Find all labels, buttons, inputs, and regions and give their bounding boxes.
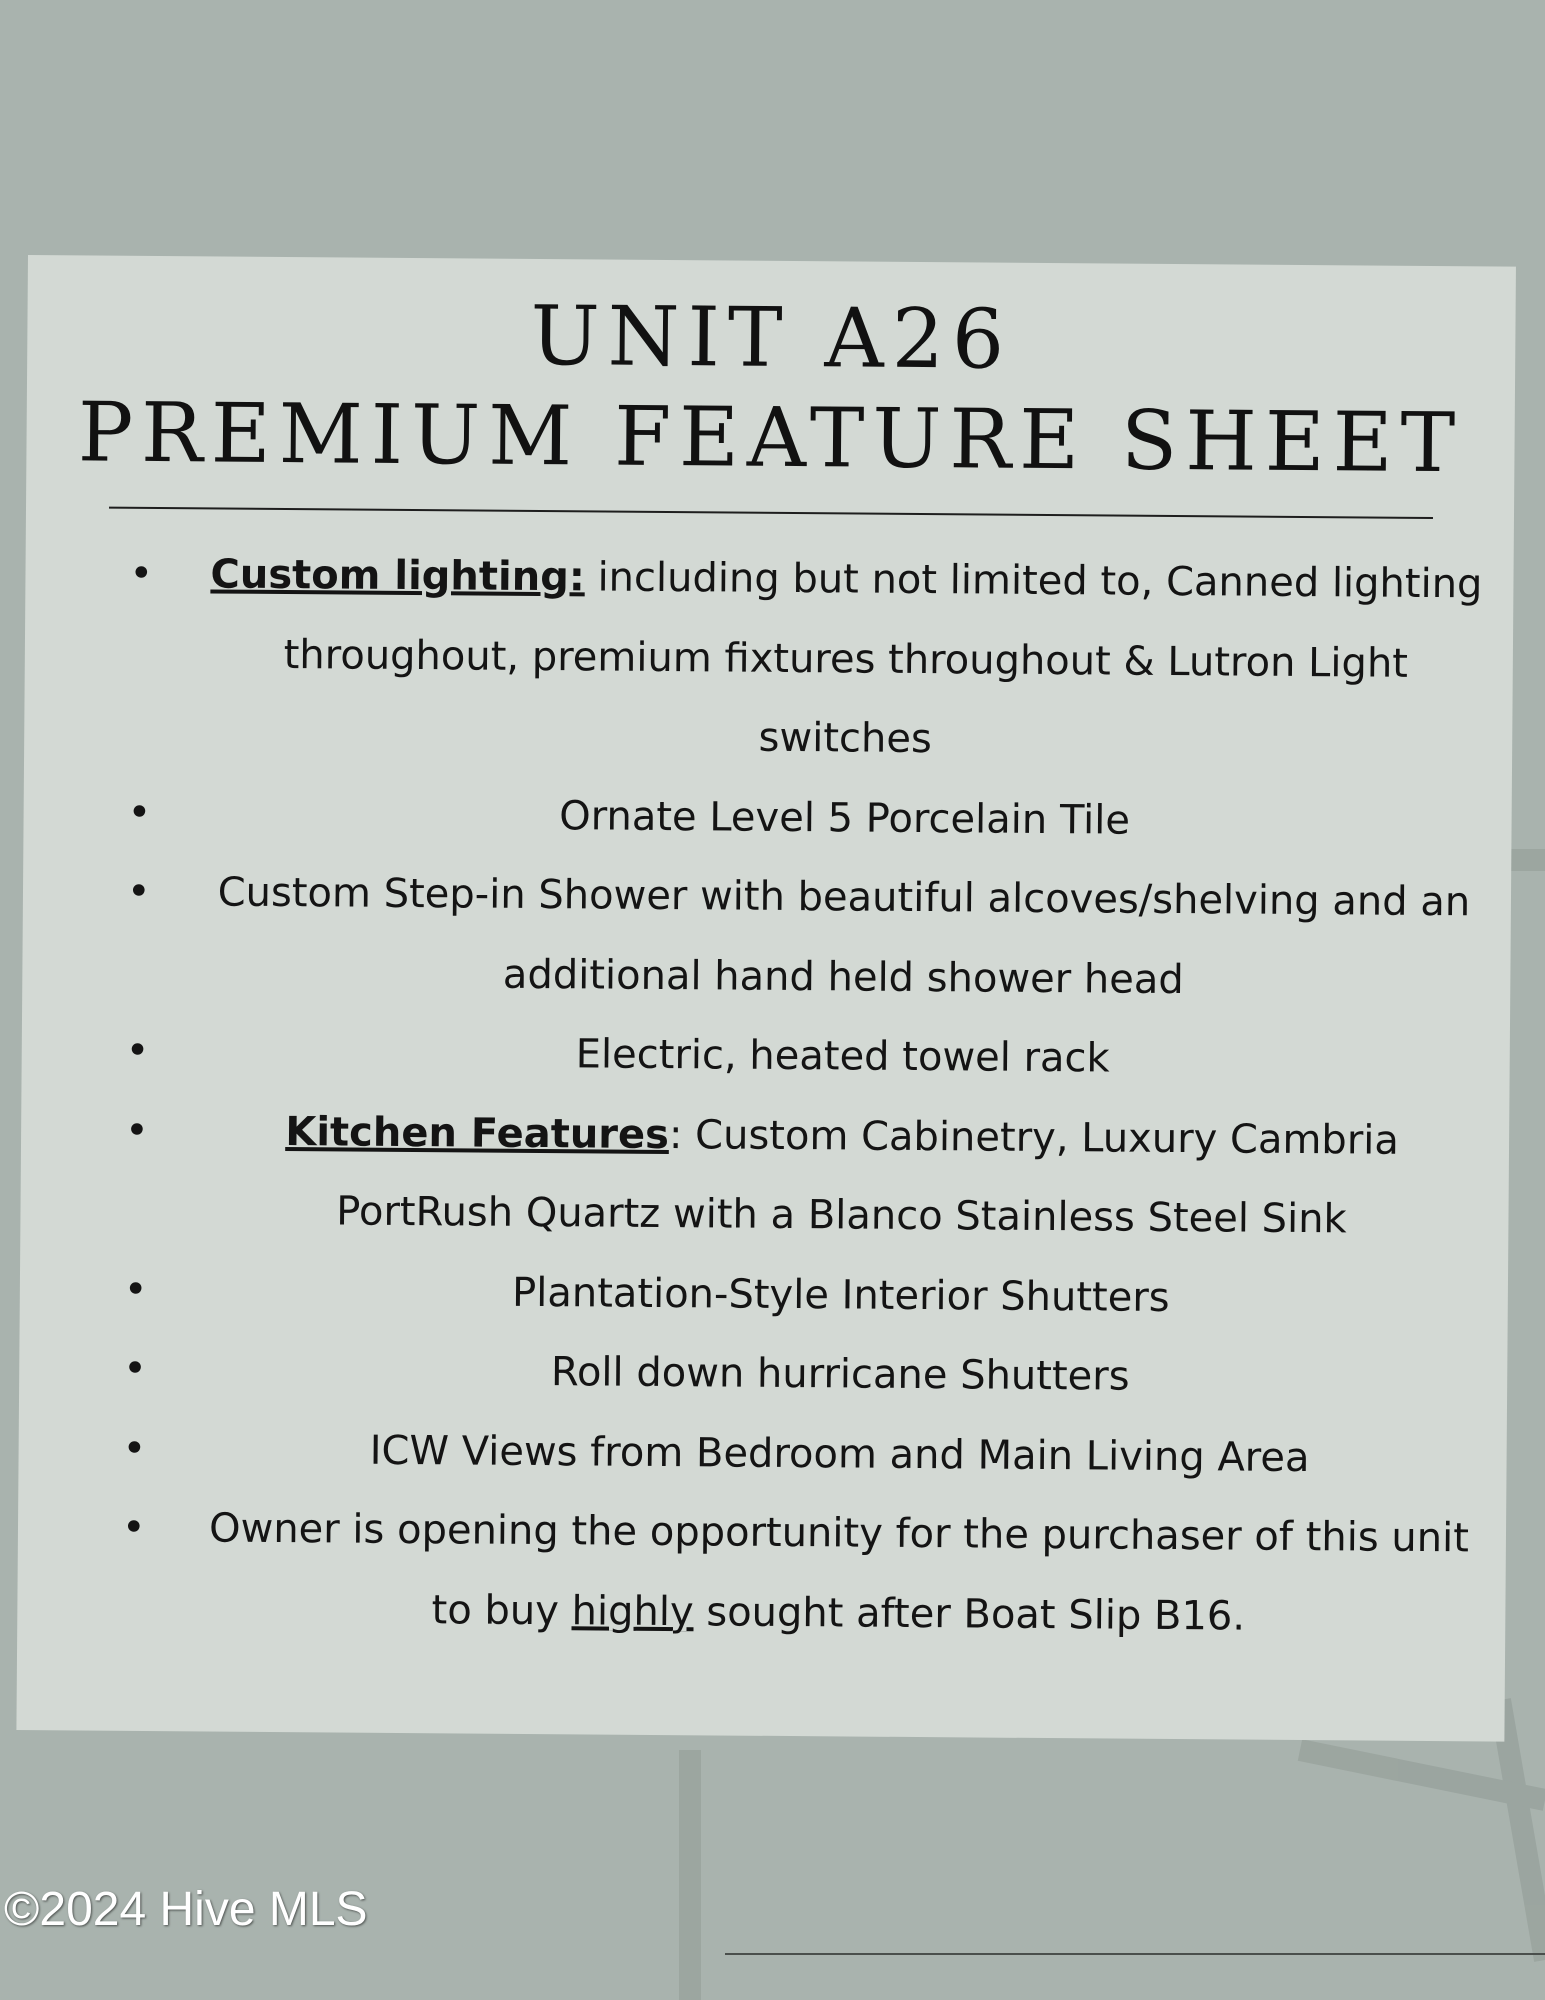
feature-emphasis: highly: [571, 1587, 694, 1635]
feature-text: : Custom Cabinetry, Luxury Cambria PortRush Quartz with a Blanco Stainless Steel Sink: [336, 1111, 1400, 1243]
feature-text: Roll down hurricane Shutters: [550, 1349, 1130, 1400]
list-item: [102, 1091, 1483, 1261]
page-title: [26, 283, 1516, 495]
feature-text: including but not limited to, Canned lighting throughout, premium fixtures throughout & Lutron Light switches: [283, 554, 1483, 763]
list-item: [102, 1250, 1483, 1340]
list-item: [100, 1409, 1481, 1499]
list-item: [103, 1012, 1484, 1102]
feature-text: Owner is opening the opportunity for the purchaser of this unit to buy: [208, 1505, 1470, 1634]
title-line-1: UNIT A26: [530, 288, 1013, 388]
copyright-watermark: ©2024 Hive MLS: [4, 1883, 368, 1936]
feature-label: Custom lighting:: [210, 551, 586, 601]
list-item: [106, 535, 1488, 784]
feature-text: Ornate Level 5 Porcelain Tile: [559, 792, 1131, 844]
feature-text: ICW Views from Bedroom and Main Living Area: [369, 1427, 1310, 1481]
list-item: [105, 773, 1486, 863]
list-item: [104, 853, 1485, 1023]
footer-divider: [725, 1953, 1545, 1955]
feature-label: Kitchen Features: [285, 1108, 670, 1158]
feature-text: Electric, heated towel rack: [575, 1031, 1110, 1082]
title-line-2: PREMIUM FEATURE SHEET: [77, 385, 1464, 492]
feature-text: Custom Step-in Shower with beautiful alcoves/shelving and an additional hand held shower head: [217, 869, 1471, 1003]
title-divider: [109, 507, 1433, 519]
feature-list: [99, 535, 1488, 1659]
list-item: [99, 1489, 1480, 1659]
feature-text: Plantation-Style Interior Shutters: [511, 1269, 1170, 1321]
list-item: [101, 1330, 1482, 1420]
feature-text: sought after Boat Slip B16.: [693, 1588, 1246, 1640]
feature-card: [16, 255, 1516, 1742]
